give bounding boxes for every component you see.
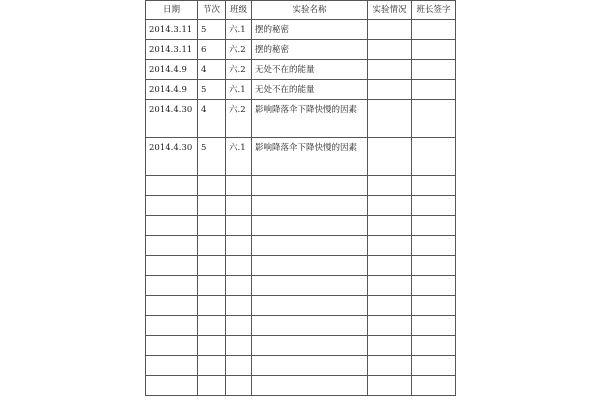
cell-period: 4 <box>198 100 226 138</box>
cell-date-empty[interactable] <box>146 316 198 336</box>
header-period: 节次 <box>198 1 226 20</box>
empty-table-row <box>146 356 456 376</box>
cell-class: 六.1 <box>226 80 252 100</box>
cell-experiment-empty[interactable] <box>252 316 368 336</box>
cell-status-empty[interactable] <box>368 296 412 316</box>
cell-status[interactable] <box>368 20 412 40</box>
cell-class-empty[interactable] <box>226 276 252 296</box>
cell-status-empty[interactable] <box>368 236 412 256</box>
cell-status[interactable] <box>368 40 412 60</box>
cell-signature[interactable] <box>412 80 456 100</box>
table-row <box>146 20 456 40</box>
cell-signature[interactable] <box>412 20 456 40</box>
cell-period: 5 <box>198 138 226 176</box>
cell-experiment-empty[interactable] <box>252 196 368 216</box>
cell-status-empty[interactable] <box>368 196 412 216</box>
cell-date-empty[interactable] <box>146 336 198 356</box>
empty-table-row <box>146 236 456 256</box>
cell-status-empty[interactable] <box>368 376 412 396</box>
header-status: 实验情况 <box>368 1 412 20</box>
cell-period-empty[interactable] <box>198 316 226 336</box>
empty-table-row <box>146 176 456 196</box>
cell-status[interactable] <box>368 138 412 176</box>
cell-date-empty[interactable] <box>146 216 198 236</box>
cell-signature[interactable] <box>412 60 456 80</box>
cell-signature-empty[interactable] <box>412 236 456 256</box>
cell-status-empty[interactable] <box>368 256 412 276</box>
cell-class-empty[interactable] <box>226 196 252 216</box>
empty-table-row <box>146 296 456 316</box>
cell-signature-empty[interactable] <box>412 376 456 396</box>
experiment-log-sheet <box>145 0 455 396</box>
cell-status-empty[interactable] <box>368 176 412 196</box>
cell-period: 5 <box>198 80 226 100</box>
cell-status[interactable] <box>368 80 412 100</box>
cell-experiment: 无处不在的能量 <box>252 60 368 80</box>
empty-table-row <box>146 216 456 236</box>
cell-experiment-empty[interactable] <box>252 296 368 316</box>
cell-experiment: 摆的秘密 <box>252 20 368 40</box>
cell-class: 六.2 <box>226 60 252 80</box>
cell-date-empty[interactable] <box>146 376 198 396</box>
cell-experiment-empty[interactable] <box>252 336 368 356</box>
empty-table-row <box>146 376 456 396</box>
table-row <box>146 138 456 176</box>
cell-class: 六.1 <box>226 20 252 40</box>
cell-date-empty[interactable] <box>146 236 198 256</box>
cell-signature-empty[interactable] <box>412 256 456 276</box>
cell-period-empty[interactable] <box>198 216 226 236</box>
header-class: 班级 <box>226 1 252 20</box>
cell-date: 2014.4.9 <box>146 60 198 80</box>
cell-experiment: 无处不在的能量 <box>252 80 368 100</box>
experiment-log-table <box>145 0 456 396</box>
cell-status-empty[interactable] <box>368 336 412 356</box>
cell-class: 六.2 <box>226 40 252 60</box>
empty-table-row <box>146 276 456 296</box>
header-date: 日期 <box>146 1 198 20</box>
cell-experiment: 摆的秘密 <box>252 40 368 60</box>
cell-period-empty[interactable] <box>198 356 226 376</box>
cell-period: 4 <box>198 60 226 80</box>
header-experiment: 实验名称 <box>252 1 368 20</box>
table-row <box>146 60 456 80</box>
cell-period-empty[interactable] <box>198 336 226 356</box>
cell-date-empty[interactable] <box>146 296 198 316</box>
cell-period-empty[interactable] <box>198 196 226 216</box>
cell-date: 2014.3.11 <box>146 40 198 60</box>
cell-signature-empty[interactable] <box>412 216 456 236</box>
cell-status-empty[interactable] <box>368 316 412 336</box>
cell-date: 2014.4.30 <box>146 100 198 138</box>
table-row <box>146 100 456 138</box>
cell-period-empty[interactable] <box>198 256 226 276</box>
cell-signature[interactable] <box>412 138 456 176</box>
cell-class: 六.2 <box>226 100 252 138</box>
cell-date-empty[interactable] <box>146 256 198 276</box>
cell-experiment-empty[interactable] <box>252 276 368 296</box>
cell-class-empty[interactable] <box>226 256 252 276</box>
cell-class-empty[interactable] <box>226 376 252 396</box>
cell-class-empty[interactable] <box>226 296 252 316</box>
cell-period-empty[interactable] <box>198 176 226 196</box>
cell-status-empty[interactable] <box>368 216 412 236</box>
cell-status-empty[interactable] <box>368 356 412 376</box>
table-row <box>146 80 456 100</box>
cell-status[interactable] <box>368 100 412 138</box>
cell-status[interactable] <box>368 60 412 80</box>
table-row <box>146 40 456 60</box>
cell-date-empty[interactable] <box>146 276 198 296</box>
cell-experiment-empty[interactable] <box>252 256 368 276</box>
cell-date: 2014.4.30 <box>146 138 198 176</box>
cell-period: 6 <box>198 40 226 60</box>
cell-date-empty[interactable] <box>146 176 198 196</box>
cell-signature-empty[interactable] <box>412 296 456 316</box>
cell-period-empty[interactable] <box>198 376 226 396</box>
cell-period: 5 <box>198 20 226 40</box>
cell-period-empty[interactable] <box>198 236 226 256</box>
cell-experiment-empty[interactable] <box>252 176 368 196</box>
cell-experiment-empty[interactable] <box>252 376 368 396</box>
cell-signature-empty[interactable] <box>412 336 456 356</box>
cell-experiment: 影响降落伞下降快慢的因素 <box>252 100 368 138</box>
cell-signature-empty[interactable] <box>412 176 456 196</box>
cell-experiment-empty[interactable] <box>252 236 368 256</box>
header-row <box>146 1 456 20</box>
cell-period-empty[interactable] <box>198 276 226 296</box>
header-signature: 班长签字 <box>412 1 456 20</box>
cell-signature-empty[interactable] <box>412 276 456 296</box>
cell-class: 六.1 <box>226 138 252 176</box>
cell-signature[interactable] <box>412 100 456 138</box>
cell-signature-empty[interactable] <box>412 316 456 336</box>
cell-class-empty[interactable] <box>226 176 252 196</box>
cell-class-empty[interactable] <box>226 316 252 336</box>
cell-signature[interactable] <box>412 40 456 60</box>
empty-table-row <box>146 256 456 276</box>
cell-date-empty[interactable] <box>146 356 198 376</box>
cell-class-empty[interactable] <box>226 236 252 256</box>
cell-status-empty[interactable] <box>368 276 412 296</box>
cell-signature-empty[interactable] <box>412 356 456 376</box>
cell-period-empty[interactable] <box>198 296 226 316</box>
empty-table-row <box>146 336 456 356</box>
cell-class-empty[interactable] <box>226 336 252 356</box>
cell-signature-empty[interactable] <box>412 196 456 216</box>
cell-experiment-empty[interactable] <box>252 216 368 236</box>
cell-class-empty[interactable] <box>226 356 252 376</box>
cell-experiment: 影响降落伞下降快慢的因素 <box>252 138 368 176</box>
cell-date: 2014.3.11 <box>146 20 198 40</box>
empty-table-row <box>146 316 456 336</box>
cell-date: 2014.4.9 <box>146 80 198 100</box>
cell-date-empty[interactable] <box>146 196 198 216</box>
cell-experiment-empty[interactable] <box>252 356 368 376</box>
cell-class-empty[interactable] <box>226 216 252 236</box>
empty-table-row <box>146 196 456 216</box>
